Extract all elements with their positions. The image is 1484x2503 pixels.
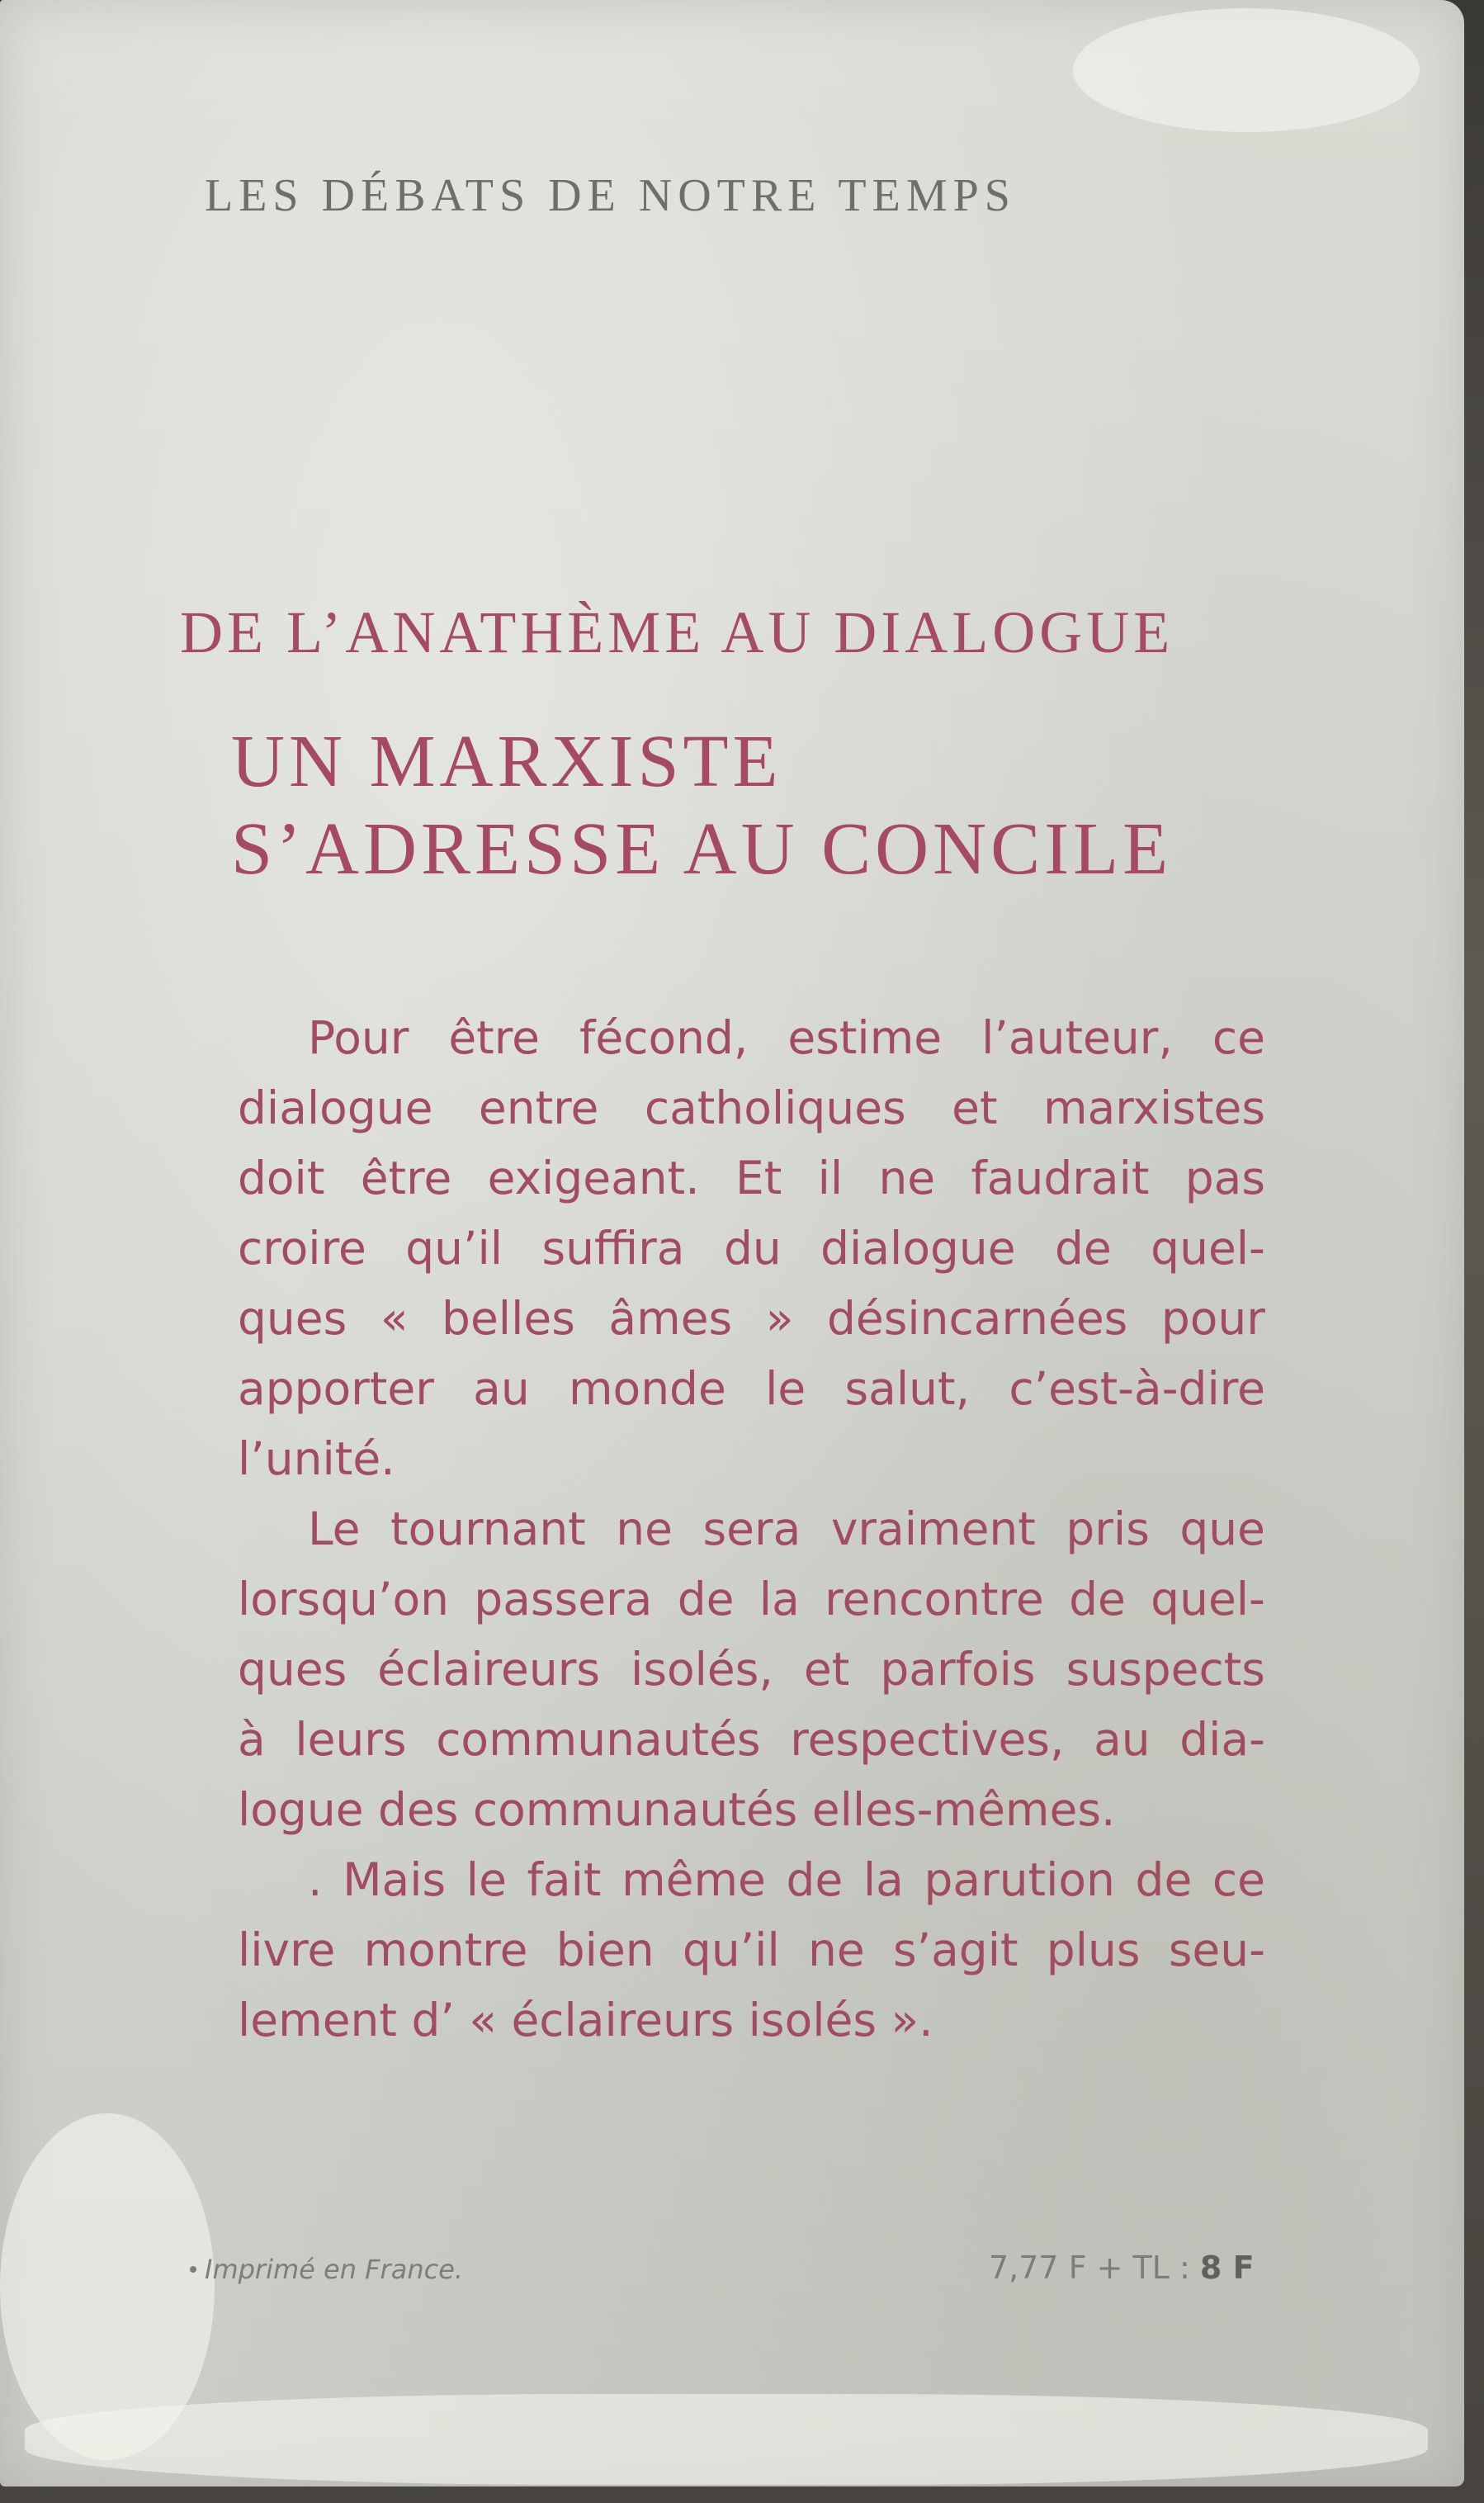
blurb-word: exigeant. [487,1152,700,1204]
paper-wear-spot [25,2394,1428,2485]
blurb-word: Et [735,1152,782,1204]
blurb-word: pour [1160,1292,1265,1345]
paper-wear-spot [1073,8,1420,132]
blurb-word: tournant [390,1502,586,1555]
paper-wear-spot [0,2113,215,2460]
blurb-line [238,1143,1265,1214]
blurb-word: du [723,1222,782,1275]
blurb-word: être [360,1152,452,1204]
blurb-word: respectives, [790,1713,1065,1766]
blurb-word: que [1179,1502,1265,1555]
blurb-line [238,1354,1265,1424]
blurb-word: la [759,1573,800,1625]
blurb-line [238,1775,1265,1845]
blurb-word: la [863,1853,904,1906]
price-prefix: 7,77 F + TL : [989,2250,1190,2286]
series-title: LES DÉBATS DE NOTRE TEMPS [205,170,1016,221]
blurb-word: au [1094,1713,1151,1766]
blurb-word: et [952,1081,998,1134]
blurb-word: dialogue [820,1222,1016,1275]
blurb-word: dia- [1179,1713,1265,1766]
blurb-line [238,1073,1265,1143]
blurb-line-text: l’unité. [238,1432,395,1485]
blurb-word: marxistes [1043,1081,1265,1134]
blurb-word: apporter [238,1362,434,1415]
blurb-word: ne [807,1923,865,1976]
blurb-word: âmes [608,1292,733,1345]
blurb-word: plus [1046,1923,1141,1976]
blurb-word: lorsqu’on [238,1573,449,1625]
book-title-line-1: UN MARXISTE [231,721,782,802]
blurb-word: être [448,1011,540,1064]
blurb-word: doit [238,1152,325,1204]
blurb-word: monde [568,1362,726,1415]
blurb-word: parution [924,1853,1115,1906]
blurb-word: de [1055,1222,1112,1275]
blurb-line-text: logue des communautés elles-mêmes. [238,1783,1116,1836]
blurb-word: ques [238,1292,347,1345]
blurb-word: de [786,1853,844,1906]
blurb-line [238,1564,1265,1635]
blurb-word: pas [1184,1152,1265,1204]
blurb-word: fait [527,1853,602,1906]
blurb-word: Mais [343,1853,447,1906]
book-title-line-2: S’ADRESSE AU CONCILE [231,808,1173,890]
blurb-line [238,1003,1265,1073]
blurb-word: rencontre [825,1573,1044,1625]
blurb-word: pris [1066,1502,1150,1555]
blurb-word: » [765,1292,794,1345]
blurb-word: quel- [1151,1222,1265,1275]
blurb-word: s’agit [892,1923,1018,1976]
blurb-word: fécond, [579,1011,749,1064]
blurb-line [238,1915,1265,1985]
blurb-line [238,1845,1265,1915]
blurb-word: qu’il [682,1923,780,1976]
blurb-line-text: lement d’ « éclaireurs isolés ». [238,1994,933,2046]
blurb-word: belles [442,1292,575,1345]
blurb-word: désincarnées [826,1292,1128,1345]
blurb-word: au [473,1362,530,1415]
blurb-word: l’auteur, [981,1011,1173,1064]
blurb-word: de [1069,1573,1126,1625]
blurb-word: ce [1212,1853,1265,1906]
blurb-word: vraiment [830,1502,1036,1555]
blurb-word: montre [363,1923,528,1976]
blurb-word: il [817,1152,844,1204]
blurb-word: faudrait [971,1152,1150,1204]
blurb-word: ce [1212,1011,1265,1064]
blurb-word: ques [238,1643,347,1696]
blurb-word: même [621,1853,766,1906]
blurb-line [238,1635,1265,1705]
printed-in-note: Imprimé en France. [205,2254,464,2285]
blurb-word: de [677,1573,735,1625]
blurb-word: à [238,1713,266,1766]
blurb-word: livre [238,1923,336,1976]
blurb-word: ne [616,1502,673,1555]
blurb-text [238,1003,1265,2056]
blurb-word: sera [702,1502,801,1555]
blurb-word: . [308,1853,323,1906]
blurb-word: parfois [880,1643,1036,1696]
book-overtitle: DE L’ANATHÈME AU DIALOGUE [180,599,1174,665]
blurb-line [238,1494,1265,1564]
blurb-word: qu’il [405,1222,503,1275]
blurb-line [238,1214,1265,1284]
blurb-word: dialogue [238,1081,433,1134]
blurb-word: croire [238,1222,366,1275]
price-label [989,2250,1255,2286]
blurb-word: de [1135,1853,1193,1906]
blurb-word: entre [478,1081,599,1134]
blurb-line [238,1985,1265,2056]
blurb-line [238,1424,1265,1494]
blurb-word: passera [474,1573,653,1625]
blurb-word: ne [878,1152,936,1204]
blurb-word: éclaireurs [377,1643,601,1696]
blurb-word: « [380,1292,409,1345]
blurb-word: le [466,1853,507,1906]
blurb-word: Pour [308,1011,409,1064]
blurb-word: bien [555,1923,655,1976]
blurb-word: Le [308,1502,361,1555]
book-title [231,718,1172,893]
blurb-word: isolés, [631,1643,773,1696]
blurb-word: communautés [436,1713,761,1766]
blurb-word: catholiques [644,1081,906,1134]
blurb-word: salut, [844,1362,971,1415]
blurb-word: leurs [295,1713,407,1766]
blurb-word: estime [787,1011,943,1064]
blurb-line [238,1284,1265,1354]
blurb-word: et [803,1643,850,1696]
price-total: 8 F [1199,2250,1255,2286]
bullet-dot [190,2266,196,2273]
blurb-word: quel- [1151,1573,1265,1625]
blurb-word: c’est-à-dire [1009,1362,1265,1415]
blurb-word: seu- [1168,1923,1265,1976]
blurb-word: suspects [1066,1643,1265,1696]
blurb-word: le [765,1362,806,1415]
blurb-line [238,1705,1265,1775]
blurb-word: suffira [541,1222,685,1275]
